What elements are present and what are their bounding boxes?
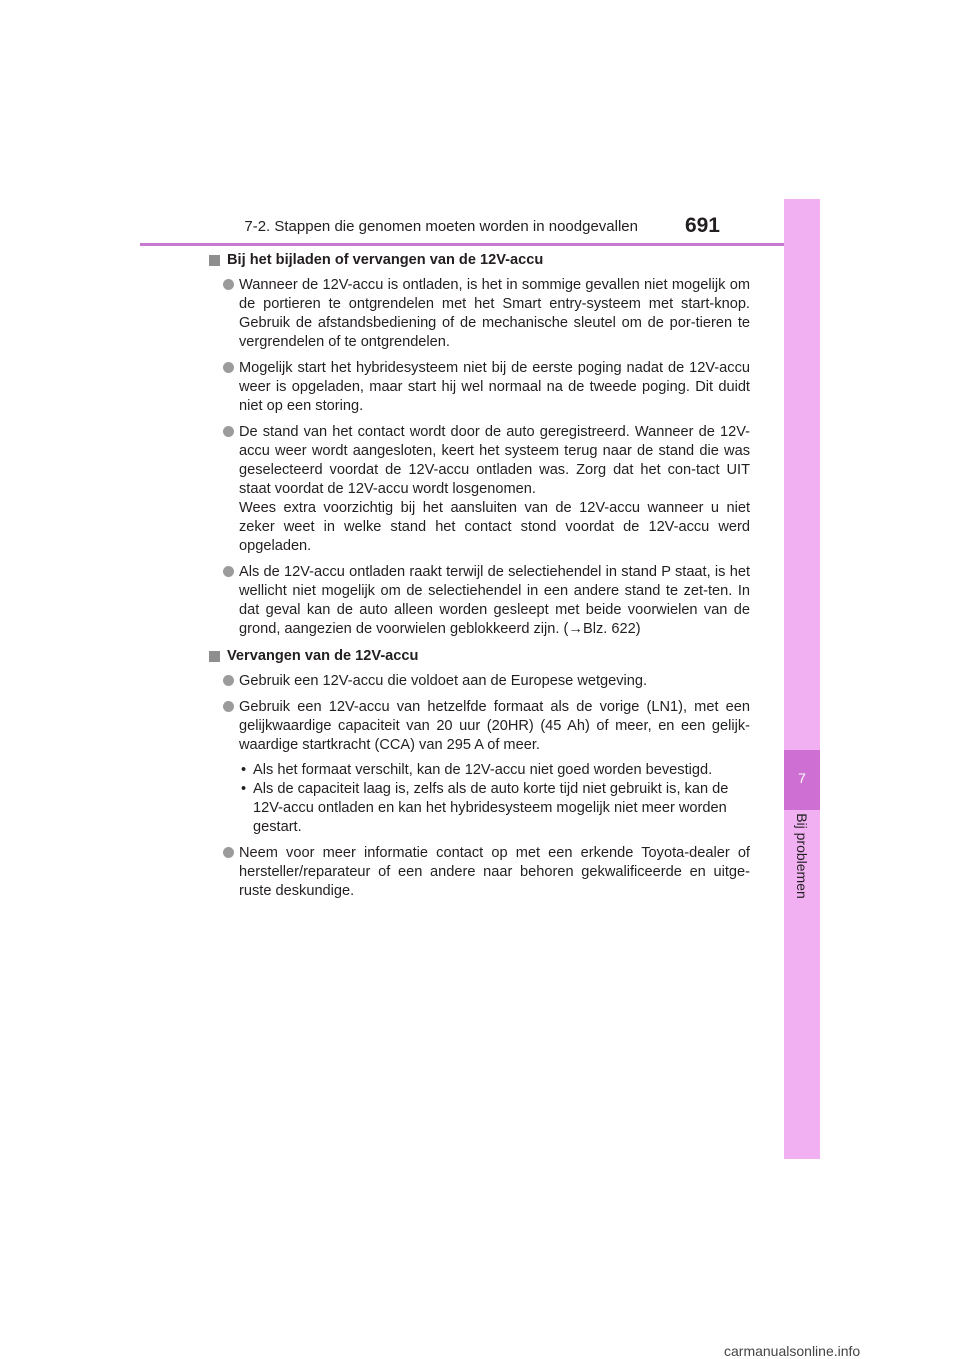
list-item	[209, 276, 750, 352]
square-bullet-icon	[209, 651, 220, 662]
section-heading	[209, 251, 750, 270]
list-item	[209, 844, 750, 901]
circle-bullet-icon	[223, 566, 234, 577]
section-battery-replacement	[209, 647, 750, 901]
chapter-label: Bij problemen	[794, 813, 810, 899]
sub-list-item-text: Als het formaat verschilt, kan de 12V-accu niet goed worden bevestigd.	[253, 762, 713, 778]
list-item	[209, 359, 750, 416]
list-item	[209, 423, 750, 556]
section-heading	[209, 647, 750, 666]
page-number: 691	[684, 214, 720, 237]
sub-list-item-text: Als de capaciteit laag is, zelfs als de auto korte tijd niet gebruikt is, kan de 12V-accu ontladen en kan het hybridesysteem mogelijk niet meer worden gestart.	[253, 781, 729, 835]
circle-bullet-icon	[223, 426, 234, 437]
footer-watermark: carmanualsonline.info	[724, 1343, 861, 1359]
dot-bullet-icon: •	[241, 781, 247, 797]
list-item-text: Gebruik een 12V-accu van hetzelfde formaat als de vorige (LN1), met een gelijkwaardige capaciteit van 20 uur (20HR) (45 Ah) of meer, en een gelijk-waardige startkracht (CCA) van 295 A of meer.	[239, 699, 750, 753]
list-item	[209, 672, 750, 691]
list-item-text: Wanneer de 12V-accu is ontladen, is het in sommige gevallen niet mogelijk om de portieren te ontgrendelen met het Smart entry-systeem met start-knop. Gebruik de afstandsbediening of de mechanische sleutel om de por-tieren te vergrendelen of te ontgrendelen.	[239, 277, 750, 350]
circle-bullet-icon	[223, 847, 234, 858]
side-tab	[784, 199, 820, 1159]
list-item	[209, 563, 750, 639]
section-battery-charging	[209, 251, 750, 639]
sub-list-item	[239, 761, 750, 780]
circle-bullet-icon	[223, 701, 234, 712]
chapter-tab	[784, 750, 820, 810]
circle-bullet-icon	[223, 279, 234, 290]
page-header	[140, 214, 720, 236]
list-item-text: Mogelijk start het hybridesysteem niet bij de eerste poging nadat de 12V-accu weer is opgeladen, maar start hij wel normaal na de tweede poging. Dit duidt niet op een storing.	[239, 360, 750, 414]
square-bullet-icon	[209, 255, 220, 266]
list-item-note: Wees extra voorzichtig bij het aansluiten van de 12V-accu wanneer u niet zeker weet in welke stand het contact stond voordat de 12V-accu werd opgeladen.	[239, 500, 750, 554]
circle-bullet-icon	[223, 362, 234, 373]
chapter-number: 7	[798, 770, 806, 786]
circle-bullet-icon	[223, 675, 234, 686]
header-rule	[140, 243, 820, 246]
sub-list-item	[239, 780, 750, 837]
page-content	[209, 251, 750, 909]
list-item-text: Als de 12V-accu ontladen raakt terwijl de selectiehendel in stand P staat, is het wellicht niet mogelijk om de selectiehendel in een andere stand te zet-ten. In dat geval kan de auto alleen worden gesleept met beide voorwielen van de grond, aangezien de voorwielen geblokkeerd zijn. (→Blz. 622)	[239, 564, 750, 637]
section-heading-text: Vervangen van de 12V-accu	[227, 648, 419, 664]
section-heading-text: Bij het bijladen of vervangen van de 12V-accu	[227, 252, 544, 268]
dot-bullet-icon: •	[241, 762, 247, 778]
list-item	[209, 698, 750, 837]
list-item-text: Neem voor meer informatie contact op met een erkende Toyota-dealer of hersteller/reparateur of een andere naar behoren gekwalificeerde en uitge-ruste deskundige.	[239, 845, 750, 899]
list-item-text: Gebruik een 12V-accu die voldoet aan de Europese wetgeving.	[239, 673, 648, 689]
list-item-text: De stand van het contact wordt door de auto geregistreerd. Wanneer de 12V-accu weer wordt aangesloten, keert het systeem terug naar de stand die was geselecteerd voordat de 12V-accu ontladen was. Zorg dat het con-tact UIT staat voordat de 12V-accu wordt losgenomen.	[239, 424, 750, 497]
sub-list	[239, 761, 750, 837]
header-title: 7-2. Stappen die genomen moeten worden in noodgevallen	[244, 218, 638, 235]
